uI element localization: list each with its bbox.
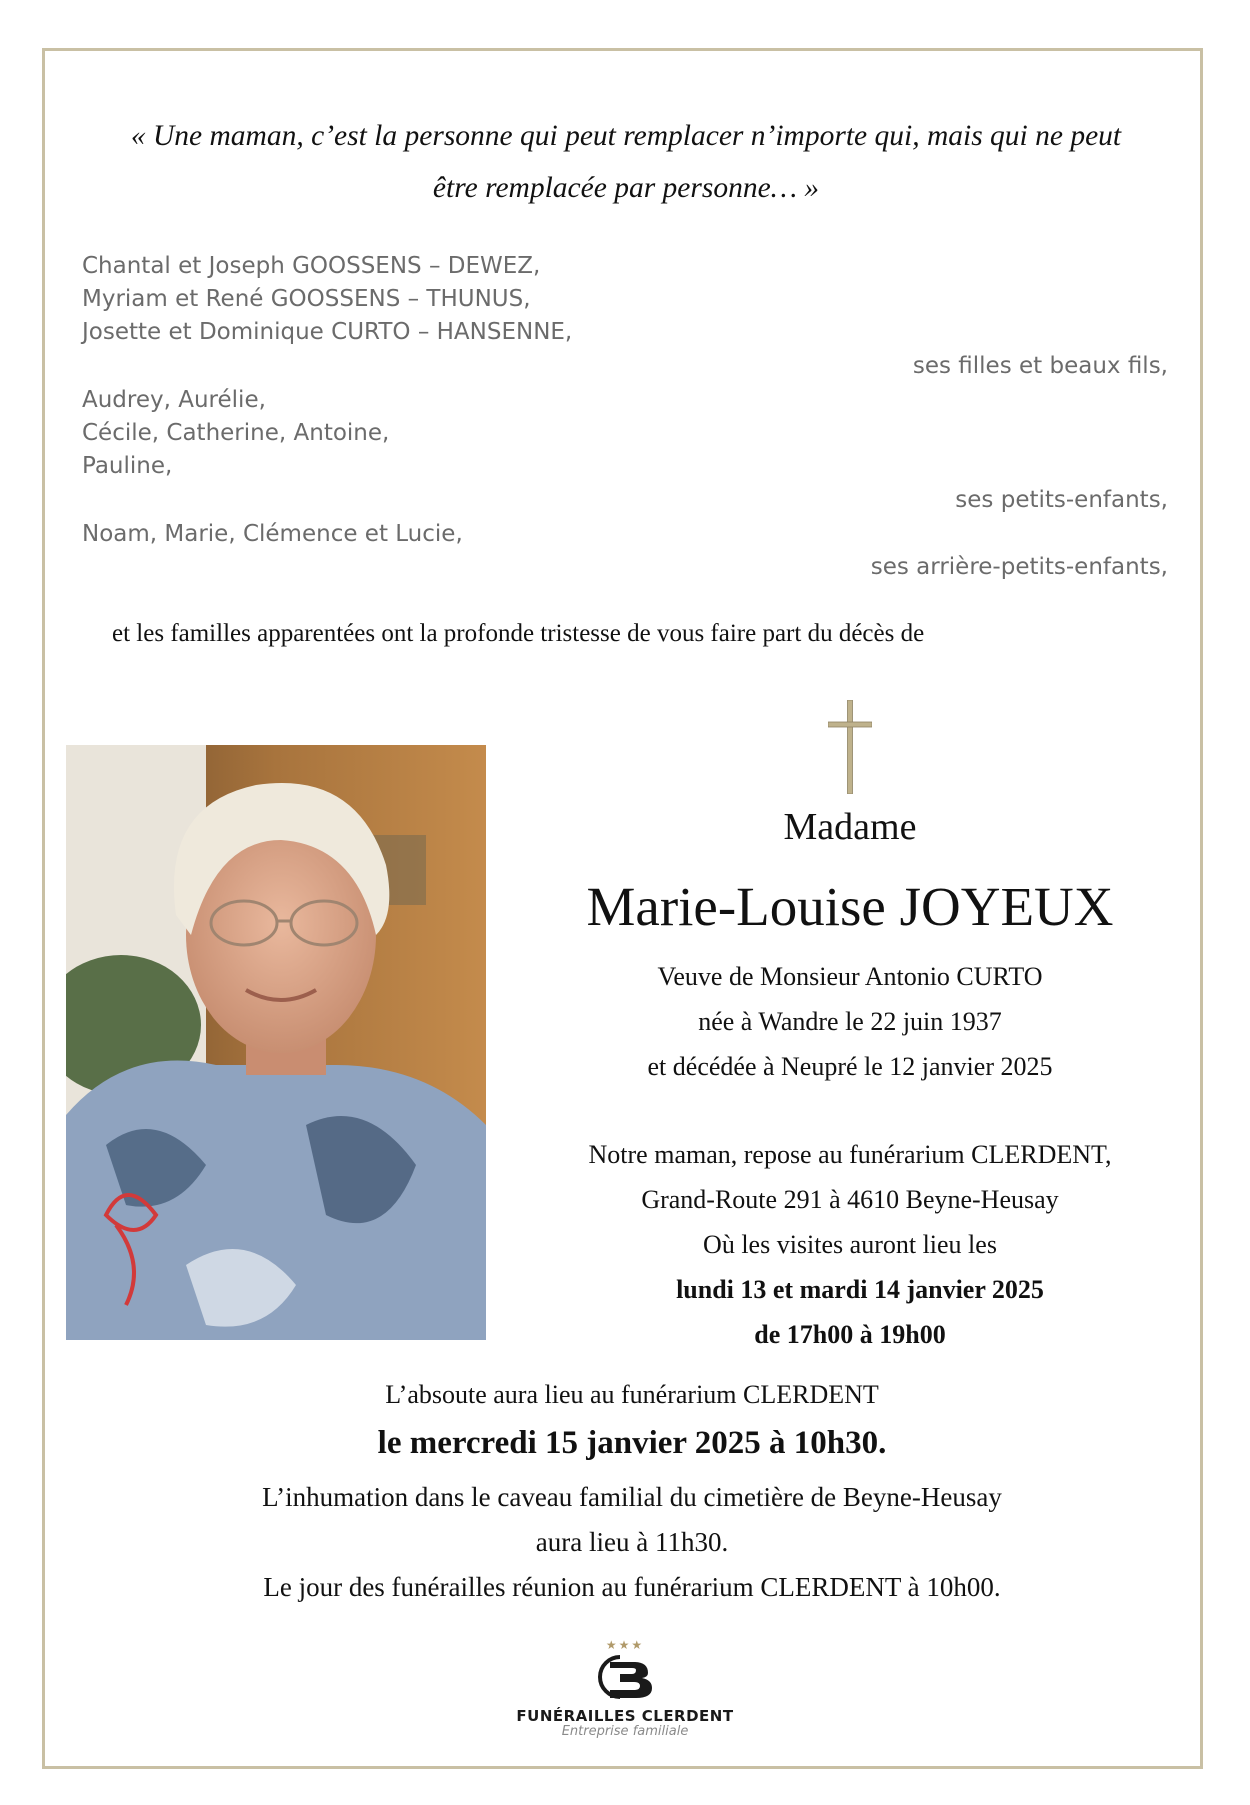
logo-name: FUNÉRAILLES CLERDENT xyxy=(516,1707,734,1725)
burial-line-2: aura lieu à 11h30. xyxy=(535,1527,729,1557)
announcement: et les familles apparentées ont la profonde tristesse de vous faire part du décès de xyxy=(112,620,925,647)
meeting-line: Le jour des funérailles réunion au funérarium CLERDENT à 10h00. xyxy=(263,1572,1001,1602)
family-line: Myriam et René GOOSSENS – THUNUS, xyxy=(82,286,531,312)
deceased-name: Marie-Louise JOYEUX xyxy=(586,876,1114,937)
children-label: ses filles et beaux fils, xyxy=(912,353,1168,379)
visits-line-3: Où les visites auront lieu les xyxy=(703,1230,997,1259)
visit-dates: lundi 13 et mardi 14 janvier 2025 xyxy=(676,1275,1044,1304)
family-line: Cécile, Catherine, Antoine, xyxy=(82,420,390,446)
visits-line-2: Grand-Route 291 à 4610 Beyne-Heusay xyxy=(641,1185,1059,1214)
quote xyxy=(52,110,1200,214)
widow-line: Veuve de Monsieur Antonio CURTO xyxy=(657,962,1043,991)
cb-monogram-icon xyxy=(590,1652,660,1702)
ceremony-date: le mercredi 15 janvier 2025 à 10h30. xyxy=(377,1425,887,1461)
portrait-photo xyxy=(66,745,486,1340)
visit-hours: de 17h00 à 19h00 xyxy=(754,1320,946,1349)
family-line: Josette et Dominique CURTO – HANSENNE, xyxy=(82,319,573,345)
absoute-line: L’absoute aura lieu au funérarium CLERDENT xyxy=(385,1380,879,1409)
family-line: Audrey, Aurélie, xyxy=(82,387,266,413)
quote-line-2: être remplacée par personne… » xyxy=(432,172,820,204)
cross-icon xyxy=(828,700,872,794)
family-line: Chantal et Joseph GOOSSENS – DEWEZ, xyxy=(82,253,541,279)
visits-line-1: Notre maman, repose au funérarium CLERDENT, xyxy=(588,1140,1112,1169)
burial-line-1: L’inhumation dans le caveau familial du cimetière de Beyne-Heusay xyxy=(262,1482,1002,1512)
logo-tagline: Entreprise familiale xyxy=(561,1724,689,1739)
grandchildren-label: ses petits-enfants, xyxy=(955,487,1168,513)
family-grandchildren xyxy=(82,384,389,483)
family-children xyxy=(82,250,572,349)
family-line: Pauline, xyxy=(82,453,173,479)
deceased-title: Madame xyxy=(783,806,917,848)
family-great-grandchildren: Noam, Marie, Clémence et Lucie, xyxy=(82,521,463,547)
birth-line: née à Wandre le 22 juin 1937 xyxy=(698,1007,1002,1036)
death-line: et décédée à Neupré le 12 janvier 2025 xyxy=(647,1052,1053,1081)
logo-stars: ★★★ xyxy=(605,1638,645,1652)
funeral-home-logo xyxy=(505,1638,745,1739)
quote-line-1: « Une maman, c’est la personne qui peut remplacer n’importe qui, mais qui ne peut xyxy=(130,120,1122,152)
great-grandchildren-label: ses arrière-petits-enfants, xyxy=(870,554,1168,580)
